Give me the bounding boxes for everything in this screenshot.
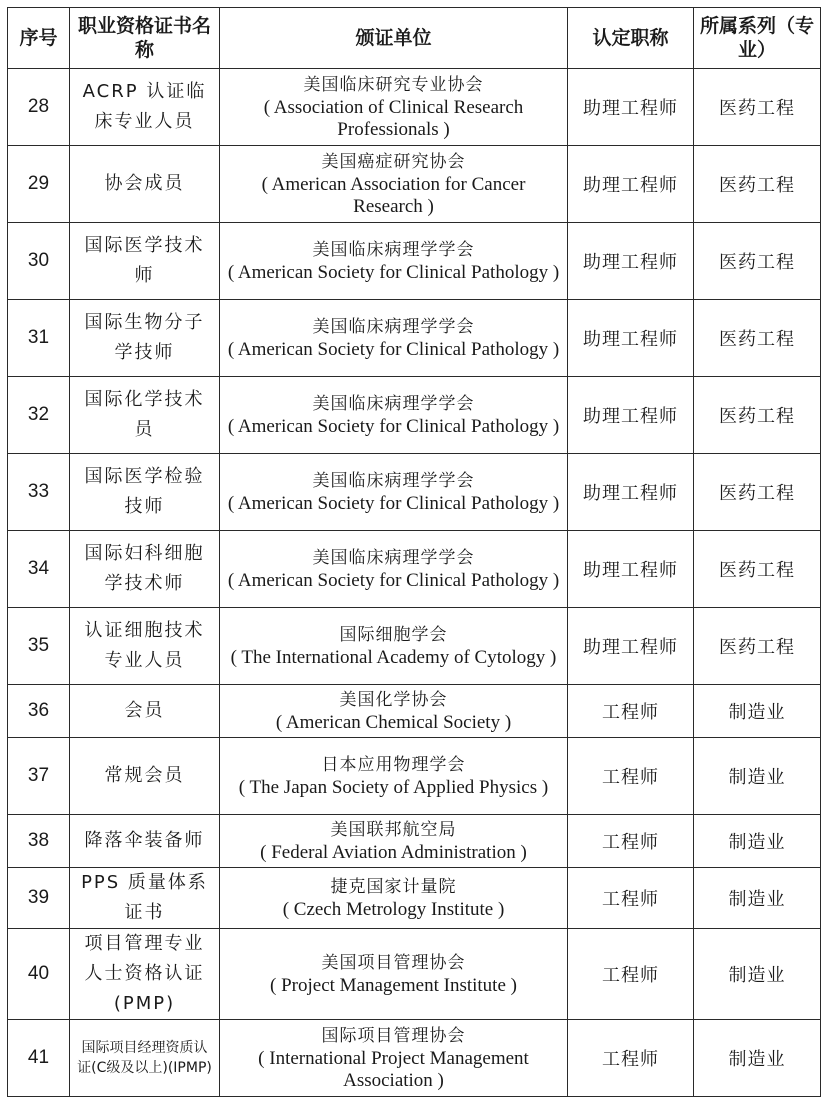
unit-english: ( Federal Aviation Administration ) — [260, 842, 527, 863]
row-series: 制造业 — [694, 868, 821, 929]
row-series: 医药工程 — [694, 69, 821, 146]
row-unit — [220, 815, 568, 868]
row-no: 33 — [8, 454, 70, 531]
row-unit — [220, 608, 568, 685]
row-title: 工程师 — [568, 815, 694, 868]
row-no: 40 — [8, 929, 70, 1020]
row-series: 制造业 — [694, 815, 821, 868]
row-no: 37 — [8, 738, 70, 815]
row-no: 30 — [8, 223, 70, 300]
row-name: 国际项目经理资质认证(C级及以上)(IPMP) — [70, 1020, 220, 1097]
row-name: 国际妇科细胞学技术师 — [70, 531, 220, 608]
row-series: 制造业 — [694, 685, 821, 738]
row-no: 31 — [8, 300, 70, 377]
row-name: PPS 质量体系证书 — [70, 868, 220, 929]
row-title: 助理工程师 — [568, 300, 694, 377]
row-title: 工程师 — [568, 1020, 694, 1097]
row-title: 助理工程师 — [568, 223, 694, 300]
unit-chinese: 美国癌症研究协会 — [321, 152, 466, 172]
row-series: 医药工程 — [694, 377, 821, 454]
unit-chinese: 美国临床病理学学会 — [312, 240, 475, 260]
unit-english: ( American Association for Cancer Research ) — [261, 174, 526, 217]
row-title: 助理工程师 — [568, 146, 694, 223]
table-row — [8, 608, 821, 685]
row-series: 制造业 — [694, 738, 821, 815]
table-body — [8, 69, 821, 1097]
unit-chinese: 美国临床病理学学会 — [312, 317, 475, 337]
unit-chinese: 美国临床研究专业协会 — [303, 75, 484, 95]
header-title: 认定职称 — [568, 8, 694, 69]
unit-english: ( The Japan Society of Applied Physics ) — [238, 777, 549, 798]
row-unit — [220, 223, 568, 300]
row-title: 助理工程师 — [568, 531, 694, 608]
table-row — [8, 738, 821, 815]
table-row — [8, 69, 821, 146]
row-series: 制造业 — [694, 929, 821, 1020]
row-series: 医药工程 — [694, 531, 821, 608]
table-header — [8, 8, 821, 69]
unit-english: ( The International Academy of Cytology ) — [230, 647, 557, 668]
row-name: 协会成员 — [70, 146, 220, 223]
row-no: 35 — [8, 608, 70, 685]
row-unit — [220, 685, 568, 738]
row-name: 会员 — [70, 685, 220, 738]
row-no: 34 — [8, 531, 70, 608]
unit-english: ( American Society for Clinical Pathology ) — [227, 416, 560, 437]
row-title: 工程师 — [568, 738, 694, 815]
table-row — [8, 223, 821, 300]
row-name: 降落伞装备师 — [70, 815, 220, 868]
unit-english: ( Association of Clinical Research Professionals ) — [263, 97, 524, 140]
row-unit — [220, 69, 568, 146]
row-no: 29 — [8, 146, 70, 223]
header-unit: 颁证单位 — [220, 8, 568, 69]
row-title: 工程师 — [568, 868, 694, 929]
unit-english: ( American Chemical Society ) — [275, 712, 512, 733]
row-title: 助理工程师 — [568, 69, 694, 146]
unit-chinese: 美国项目管理协会 — [321, 953, 466, 973]
row-unit — [220, 929, 568, 1020]
table-row — [8, 1020, 821, 1097]
row-name: 国际医学技术师 — [70, 223, 220, 300]
row-title: 助理工程师 — [568, 454, 694, 531]
unit-chinese: 日本应用物理学会 — [321, 755, 466, 775]
header-row — [8, 8, 821, 69]
table-row — [8, 377, 821, 454]
row-unit — [220, 377, 568, 454]
header-no: 序号 — [8, 8, 70, 69]
table-row — [8, 685, 821, 738]
row-series: 制造业 — [694, 1020, 821, 1097]
row-no: 39 — [8, 868, 70, 929]
unit-chinese: 美国临床病理学学会 — [312, 548, 475, 568]
row-unit — [220, 146, 568, 223]
header-series: 所属系列（专业） — [694, 8, 821, 69]
row-unit — [220, 300, 568, 377]
row-series: 医药工程 — [694, 608, 821, 685]
row-series: 医药工程 — [694, 223, 821, 300]
row-unit — [220, 531, 568, 608]
row-unit — [220, 738, 568, 815]
unit-chinese: 美国临床病理学学会 — [312, 394, 475, 414]
unit-english: ( American Society for Clinical Pathology ) — [227, 339, 560, 360]
table-row — [8, 868, 821, 929]
unit-english: ( American Society for Clinical Pathology ) — [227, 493, 560, 514]
row-name: ACRP 认证临床专业人员 — [70, 69, 220, 146]
header-name: 职业资格证书名称 — [70, 8, 220, 69]
row-title: 工程师 — [568, 929, 694, 1020]
table-row — [8, 146, 821, 223]
row-name: 国际化学技术员 — [70, 377, 220, 454]
row-no: 36 — [8, 685, 70, 738]
row-no: 38 — [8, 815, 70, 868]
unit-chinese: 国际项目管理协会 — [321, 1026, 466, 1046]
unit-chinese: 美国联邦航空局 — [330, 820, 457, 840]
unit-chinese: 国际细胞学会 — [339, 625, 448, 645]
row-title: 工程师 — [568, 685, 694, 738]
row-title: 助理工程师 — [568, 377, 694, 454]
table-row — [8, 300, 821, 377]
row-no: 32 — [8, 377, 70, 454]
row-unit — [220, 868, 568, 929]
unit-english: ( International Project Management Association ) — [258, 1048, 529, 1091]
row-series: 医药工程 — [694, 146, 821, 223]
unit-chinese: 捷克国家计量院 — [330, 877, 457, 897]
row-no: 41 — [8, 1020, 70, 1097]
row-no: 28 — [8, 69, 70, 146]
table-row — [8, 454, 821, 531]
row-name: 国际医学检验技师 — [70, 454, 220, 531]
unit-chinese: 美国临床病理学学会 — [312, 471, 475, 491]
row-name: 国际生物分子学技师 — [70, 300, 220, 377]
row-name: 认证细胞技术专业人员 — [70, 608, 220, 685]
unit-english: ( Project Management Institute ) — [270, 975, 517, 996]
unit-english: ( American Society for Clinical Pathology ) — [227, 262, 560, 283]
row-name: 常规会员 — [70, 738, 220, 815]
table-row — [8, 815, 821, 868]
row-title: 助理工程师 — [568, 608, 694, 685]
unit-chinese: 美国化学协会 — [339, 690, 448, 710]
row-unit — [220, 454, 568, 531]
row-series: 医药工程 — [694, 454, 821, 531]
table-row — [8, 531, 821, 608]
table-row — [8, 929, 821, 1020]
certificate-table — [7, 7, 821, 1097]
row-unit — [220, 1020, 568, 1097]
unit-english: ( American Society for Clinical Pathology ) — [227, 570, 560, 591]
row-series: 医药工程 — [694, 300, 821, 377]
row-name: 项目管理专业人士资格认证(PMP) — [70, 929, 220, 1020]
unit-english: ( Czech Metrology Institute ) — [282, 899, 505, 920]
